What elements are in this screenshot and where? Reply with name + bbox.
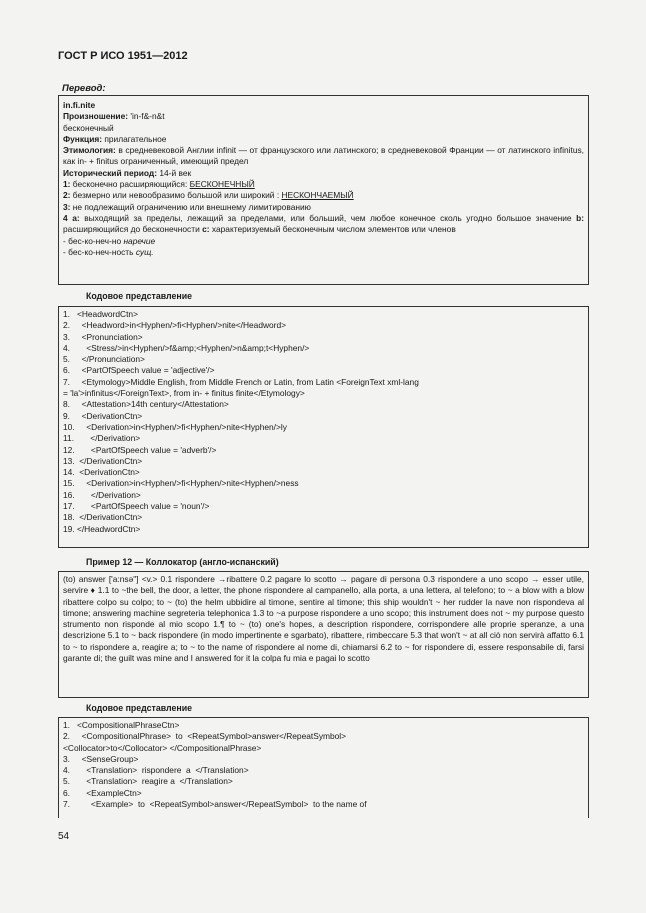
code-block-1: [58, 306, 589, 548]
code-section-title-2: Кодовое представление: [86, 703, 192, 713]
sense-4a-text: выходящий за пределы, лежащий за пределами, или больший, чем любое конечное сколь угодно большое значение: [79, 212, 577, 223]
code-line: 14. <DerivationCtn>: [63, 467, 140, 478]
sense-1: [63, 179, 584, 190]
pronunciation-label: Произношение:: [63, 111, 129, 122]
sense-2: [63, 190, 584, 201]
sense-2-number: 2:: [63, 190, 71, 201]
code-block-2: [58, 717, 589, 818]
standard-header: ГОСТ Р ИСО 1951—2012: [58, 50, 188, 62]
code-line: 3. <SenseGroup>: [63, 753, 139, 764]
code-line: 4. <Stress/>in<Hyphen/>f&amp;<Hyphen/>n&amp;t<Hyphen/>: [63, 342, 310, 353]
period-label: Исторический период:: [63, 167, 158, 178]
code-line: 11. </Derivation>: [63, 433, 141, 444]
code-line: 19. </HeadwordCtn>: [63, 523, 141, 534]
pronunciation-value: 'in-f&-n&t: [128, 111, 165, 122]
code-line: 10. <Derivation>in<Hyphen/>fi<Hyphen/>nite<Hyphen/>ly: [63, 421, 287, 432]
example-12-title: Пример 12 — Коллокатор (англо-испанский): [86, 557, 279, 567]
sense-3: [63, 202, 584, 213]
code-line: 8. <Attestation>14th century</Attestation>: [63, 399, 229, 410]
derivation-1: [63, 236, 584, 247]
code-line: 7. <Example> to <RepeatSymbol>answer</RepeatSymbol> to the name of: [63, 799, 367, 810]
etymology-line: [63, 145, 584, 168]
sense-2-synonym: НЕСКОНЧАЕМЫЙ: [281, 190, 354, 201]
derivation-2: [63, 247, 584, 258]
code-section-title-1: Кодовое представление: [86, 291, 192, 301]
code-line: 4. <Translation> rispondere a </Translation>: [63, 765, 249, 776]
sense-1-number: 1:: [63, 179, 71, 190]
period-line: [63, 168, 584, 179]
function-line: [63, 134, 584, 145]
sense-4c-label: c:: [202, 224, 210, 235]
code-line: = 'la'>infinitus</ForeignText>, from in- + finitus finite</Etymology>: [63, 388, 305, 399]
code-line: 3. <Pronunciation>: [63, 331, 143, 342]
code-line: 1. <CompositionalPhraseCtn>: [63, 720, 180, 730]
function-value: прилагательное: [102, 133, 167, 144]
sense-2-text: безмерно или невообразимо большой или широкий :: [70, 190, 282, 201]
code-line: 5. </Pronunciation>: [63, 354, 145, 365]
derivation-1-text: - бес-ко-неч-но: [63, 235, 124, 246]
derivation-2-pos: сущ.: [135, 246, 154, 257]
derivation-2-text: - бес-ко-неч-ность: [63, 246, 136, 257]
translation-title: Перевод:: [62, 83, 106, 94]
sense-4c-text: характеризуемый бесконечным числом элементов или членов: [209, 224, 456, 235]
sense-4b-label: b:: [576, 212, 585, 223]
sense-4b-text: расширяющийся до бесконечности: [63, 224, 203, 235]
code-line: 1. <HeadwordCtn>: [63, 309, 138, 319]
code-line: 16. </Derivation>: [63, 489, 141, 500]
sense-4: [63, 213, 584, 236]
code-line: 12. <PartOfSpeech value = 'adverb'/>: [63, 444, 217, 455]
example-12-text: (to) answer ['a:nsə"] <v.> 0.1 rispondere →ribattere 0.2 pagare lo scotto → pagare di persona 0.3 rispondere a uno scopo → esser utile, servire ♦ 1.1 to ~the bell, the door, a letter, the phone rispondere al campanello, alla porta, a una lettera, al telefono; to ~ a blow with a blow ribattere colpo su colpo; to ~ (to) the helm ubbidire al timone, sentire al timone; this ship wouldn't ~ her rudder la nave non rispondeva al timone; answering machine segreteria telephonica 1.3 to ~a purpose rispondere a uno scopo; this instrument does not ~ my purpose questo strumento non risponde al mio scopo 1.¶ to ~ (to) one's hopes, a description rispondere, corrispondere alle proprie speranze, a una descrizione 5.1 to ~ back rispondere (in modo impertinente e sgarbato), ribattere, rimbeccare 5.3 that won't ~ at all ciò non servirà affatto 6.1 to ~ to rispondere a, reagire a; to ~ to the name of rispondere al nome di, chiamarsi 6.2 to ~ for rispondere di, essere responsabile di, farsi garante di; the guilt was mine and I answered for it la colpa fu mia e pagai lo scotto: [63, 574, 584, 664]
sense-1-text: бесконечно расширяющийся:: [70, 179, 190, 190]
etymology-label: Этимология:: [63, 145, 116, 156]
function-label: Функция:: [63, 133, 103, 144]
code-line: 18. </DerivationCtn>: [63, 512, 143, 523]
etymology-value: в средневековой Англии infinit — от французского или латинского; в средневековой Франции — от латинского infinitus, как in- + finitus ограниченный, имеющий предел: [63, 145, 584, 167]
code-line: 17. <PartOfSpeech value = 'noun'/>: [63, 501, 210, 512]
derivation-1-pos: наречие: [123, 235, 156, 246]
code-line: <Collocator>to</Collocator> </CompositionalPhrase>: [63, 742, 262, 753]
code-line: 2. <CompositionalPhrase> to <RepeatSymbol>answer</RepeatSymbol>: [63, 731, 347, 742]
sense-1-synonym: БЕСКОНЕЧНЫЙ: [189, 179, 255, 190]
meaning-line: бесконечный: [63, 122, 114, 133]
code-line: 6. <ExampleCtn>: [63, 787, 142, 798]
period-value: 14-й век: [157, 167, 192, 178]
sense-4-number: 4 a:: [63, 212, 80, 223]
headword: in.fi.nite: [63, 100, 96, 110]
code-line: 15. <Derivation>in<Hyphen/>fi<Hyphen/>nite<Hyphen/>ness: [63, 478, 299, 489]
code-line: 13. </DerivationCtn>: [63, 455, 143, 466]
code-line: 6. <PartOfSpeech value = 'adjective'/>: [63, 365, 215, 376]
code-line: 7. <Etymology>Middle English, from Middle French or Latin, from Latin <ForeignText xml-lang: [63, 376, 419, 387]
example-12-block: [58, 571, 589, 698]
sense-3-text: не подлежащий ограничению или внешнему лимитированию: [70, 201, 311, 212]
pronunciation-line: [63, 111, 584, 122]
translation-block: [58, 95, 589, 285]
code-line: 5. <Translation> reagire a </Translation>: [63, 776, 233, 787]
page-number: 54: [58, 831, 70, 842]
code-line: 2. <Headword>in<Hyphen/>fi<Hyphen/>nite</Headword>: [63, 320, 287, 331]
sense-3-number: 3:: [63, 201, 71, 212]
code-line: 9. <DerivationCtn>: [63, 410, 143, 421]
